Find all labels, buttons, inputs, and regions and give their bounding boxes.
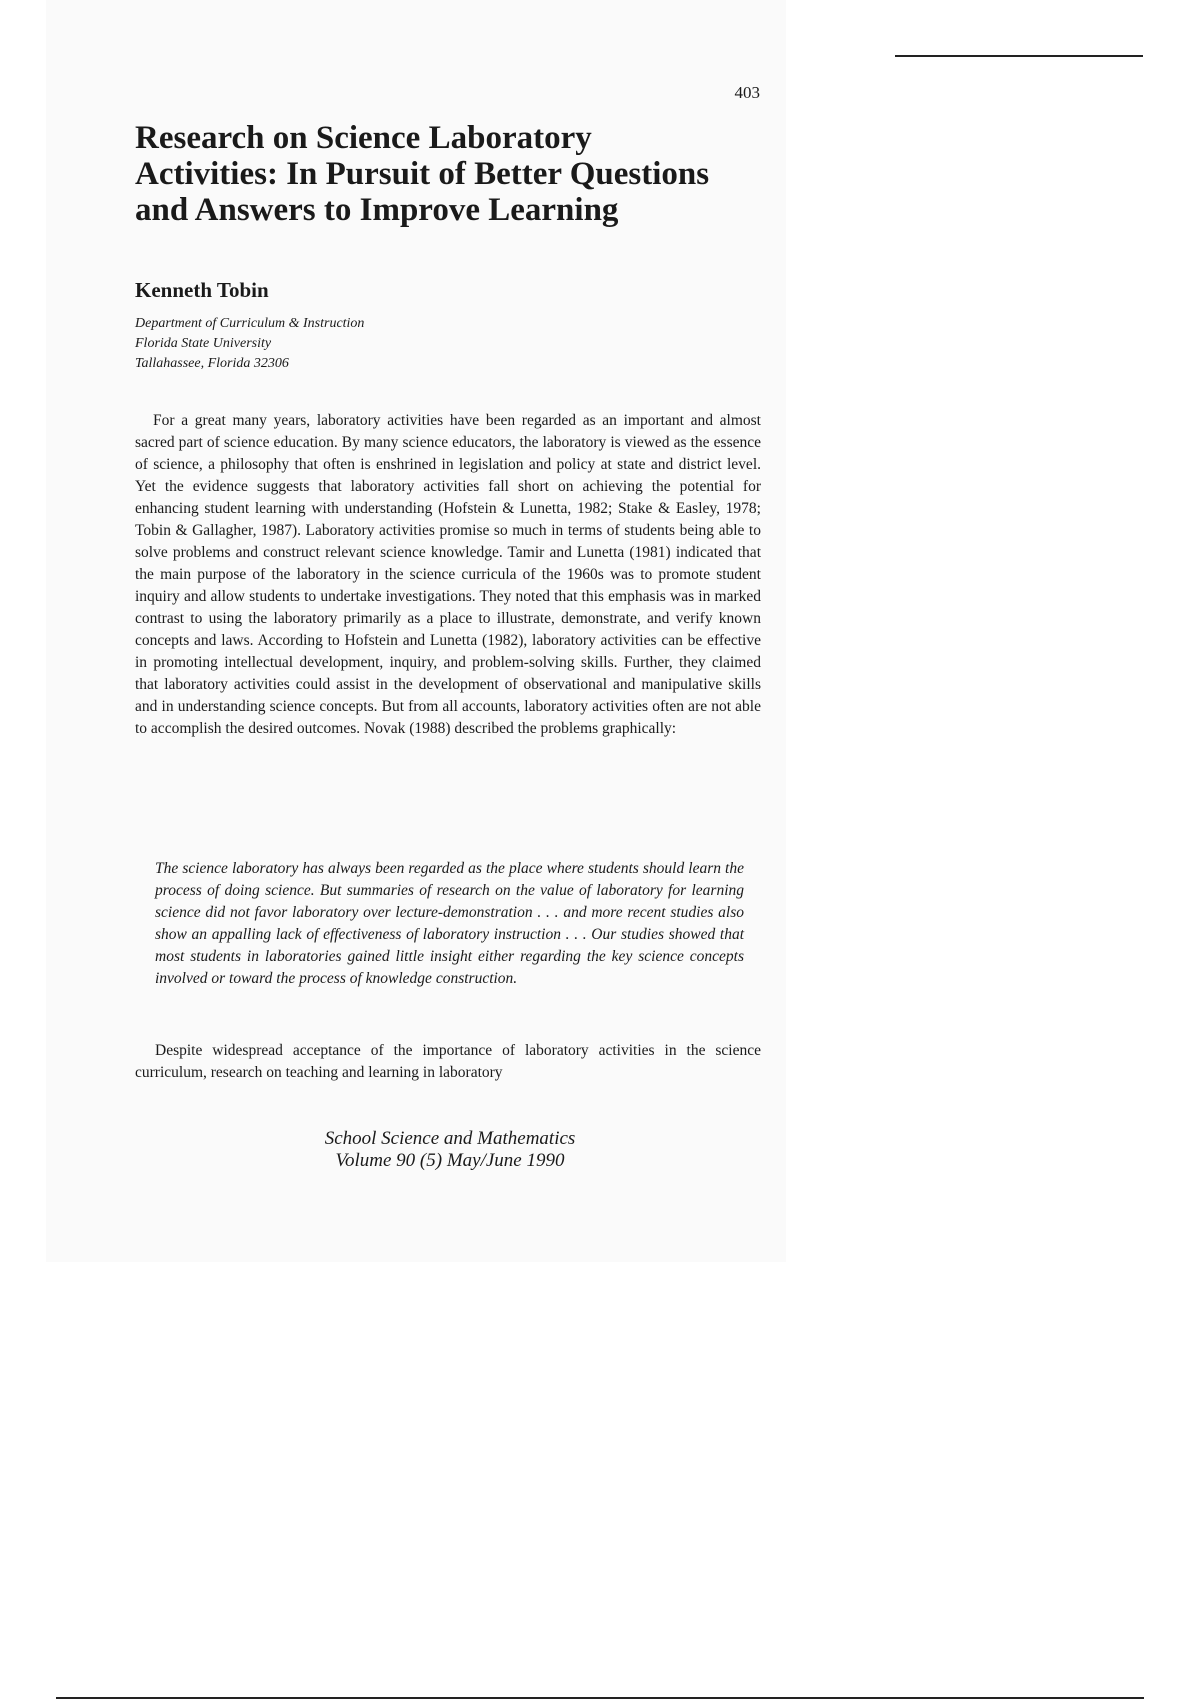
affiliation-address: Tallahassee, Florida 32306 <box>135 356 289 371</box>
footer-volume: Volume 90 (5) May/June 1990 <box>335 1150 565 1171</box>
author-affiliation <box>135 314 635 374</box>
journal-footer <box>270 1128 630 1172</box>
article-title: Research on Science Laboratory Activities: In Pursuit of Better Questions and Answers to Improve Learning <box>135 120 710 228</box>
affiliation-department: Department of Curriculum & Instruction <box>135 316 365 331</box>
top-rule <box>895 55 1143 57</box>
affiliation-university: Florida State University <box>135 336 272 351</box>
block-quote: The science laboratory has always been regarded as the place where students should learn the process of doing science. But summaries of research on the value of laboratory for learning science did not favor laboratory over lecture-demonstration . . . and more recent studies also show an appalling lack of effectiveness of laboratory instruction . . . Our studies showed that most students in laboratories gained little insight either regarding the key science concepts involved or toward the process of knowledge construction. <box>155 860 744 987</box>
body-paragraph-2: Despite widespread acceptance of the importance of laboratory activities in the science curriculum, research on teaching and learning in laboratory <box>135 1042 761 1081</box>
body-paragraph-1: For a great many years, laboratory activities have been regarded as an important and almost sacred part of science education. By many science educators, the laboratory is viewed as the essence of science, a philosophy that often is enshrined in legislation and policy at state and district level. Yet the evidence suggests that laboratory activities fall short on achieving the potential for enhancing student learning with understanding (Hofstein & Lunetta, 1982; Stake & Easley, 1978; Tobin & Gallagher, 1987). Laboratory activities promise so much in terms of students being able to solve problems and construct relevant science knowledge. Tamir and Lunetta (1981) indicated that the main purpose of the laboratory in the science curricula of the 1960s was to promote student inquiry and allow students to undertake investigations. They noted that this emphasis was in marked contrast to using the laboratory primarily as a place to illustrate, demonstrate, and verify known concepts and laws. According to Hofstein and Lunetta (1982), laboratory activities can be effective in promoting intellectual development, inquiry, and problem-solving skills. Further, they claimed that laboratory activities could assist in the development of observational and manipulative skills and in understanding science concepts. But from all accounts, laboratory activities often are not able to accomplish the desired outcomes. Novak (1988) described the problems graphically: <box>135 412 761 737</box>
footer-journal-name: School Science and Mathematics <box>324 1128 576 1149</box>
page-number: 403 <box>734 83 760 102</box>
bottom-rule <box>56 1697 1144 1699</box>
author-name: Kenneth Tobin <box>135 278 269 302</box>
